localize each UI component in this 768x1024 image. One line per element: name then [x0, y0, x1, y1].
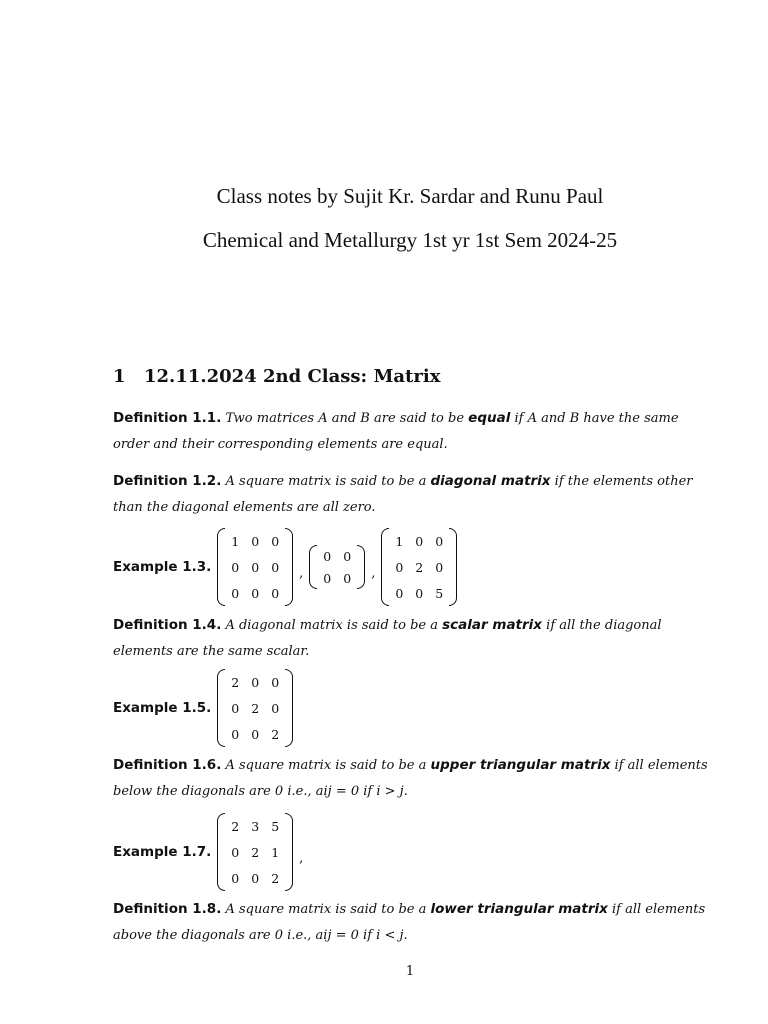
matrix: 1 0 0 0 0 0 0 0 0: [217, 528, 293, 606]
definition-text: A square matrix is said to be a: [225, 474, 427, 489]
section-number: 1: [113, 366, 126, 387]
section-heading: [113, 366, 440, 387]
course-line: Chemical and Metallurgy 1st yr 1st Sem 2024-25: [202, 228, 618, 252]
definition-1-2: [113, 468, 711, 521]
page-number: 1: [405, 964, 415, 979]
definition-text: if all elements below the diagonals are 0: [113, 758, 708, 799]
definition-text: A square matrix is said to be a: [225, 902, 427, 917]
definition-label: Definition 1.1.: [113, 410, 222, 426]
definition-text: A diagonal matrix is said to be a: [225, 618, 438, 633]
condition-formula: aij = 0 if i > j.: [315, 784, 408, 799]
separator: ,: [371, 565, 376, 581]
separator: ,: [299, 850, 304, 866]
section-title: 12.11.2024 2nd Class: Matrix: [144, 366, 441, 387]
definition-1-6: [113, 752, 711, 805]
definition-1-4: [113, 612, 711, 665]
definition-text: if all the diagonal elements are the same scalar.: [113, 618, 662, 659]
defined-term: diagonal matrix: [430, 473, 551, 489]
matrix: 2 3 5 0 2 1 0 0 2: [217, 813, 293, 891]
definition-1-8: [113, 896, 711, 949]
definition-text: if the elements other than the diagonal elements are all zero.: [113, 474, 693, 515]
definition-text: if A and B have the same order and their corresponding elements are equal.: [113, 411, 679, 452]
definition-label: Definition 1.8.: [113, 901, 222, 917]
definition-1-1: [113, 405, 711, 458]
condition-formula: aij = 0 if i < j.: [315, 928, 408, 943]
defined-term: scalar matrix: [442, 617, 543, 633]
definition-label: Definition 1.6.: [113, 757, 222, 773]
defined-term: upper triangular matrix: [430, 757, 611, 773]
definition-text: if all elements above the diagonals are 0: [113, 902, 706, 943]
condition-text: i.e.,: [287, 928, 312, 943]
definition-text: Two matrices A and B are said to be: [225, 411, 465, 426]
matrix: 1 0 0 0 2 0 0 0 5: [381, 528, 457, 606]
condition-text: i.e.,: [287, 784, 312, 799]
example-1-3: [113, 527, 457, 607]
matrix: 0 0 0 0: [309, 545, 365, 589]
example-label: Example 1.5.: [113, 700, 212, 716]
definition-text: A square matrix is said to be a: [225, 758, 427, 773]
matrix: 2 0 0 0 2 0 0 0 2: [217, 669, 293, 747]
defined-term: equal: [468, 410, 511, 426]
example-1-5: [113, 668, 293, 748]
example-label: Example 1.7.: [113, 844, 212, 860]
example-label: Example 1.3.: [113, 559, 212, 575]
separator: ,: [299, 565, 304, 581]
defined-term: lower triangular matrix: [430, 901, 608, 917]
definition-label: Definition 1.4.: [113, 617, 222, 633]
notes-author-line: Class notes by Sujit Kr. Sardar and Runu Paul: [216, 184, 604, 208]
example-1-7: [113, 812, 309, 892]
definition-label: Definition 1.2.: [113, 473, 222, 489]
